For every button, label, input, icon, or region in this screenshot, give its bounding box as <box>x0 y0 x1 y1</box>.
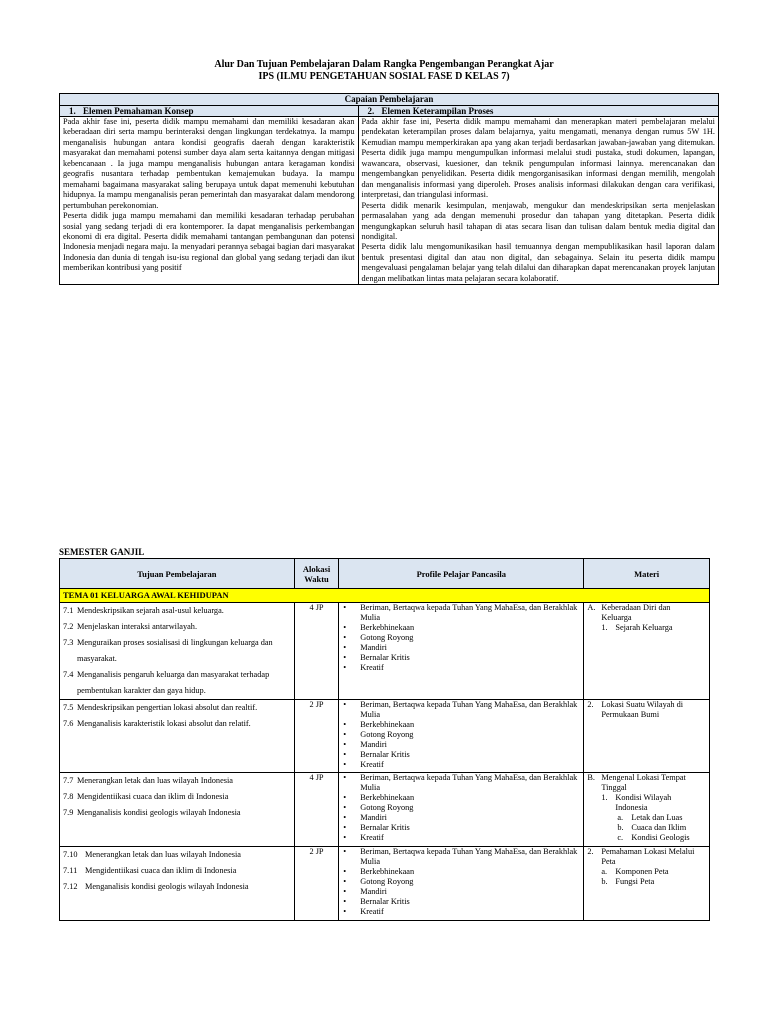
keterampilan-proses-paragraph: Peserta didik menarik kesimpulan, menjawab, mengukur dan mendeskripsikan serta menjelaskan permasalahan yang ada dengan memenuhi prosedur dan tahapan yang ditetapkan. Peserta didik mengungkapkan seluruh hasil tahapan di atas secara lisan dan tulisan dalam bentuk media digital dan nondigital. <box>361 200 715 241</box>
materi-item: Keluarga <box>601 613 632 622</box>
profil-item: • Berkebhinekaan <box>343 867 415 876</box>
capaian-col1-body <box>60 117 359 285</box>
bullet-icon: • <box>343 603 347 612</box>
tujuan-item: 7.2 Menjelaskan interaksi antarwilayah. <box>63 622 198 631</box>
bullet-icon: • <box>343 663 347 672</box>
pemahaman-konsep-paragraph: Peserta didik juga mampu memahami dan memiliki kesadaran terhadap perubahan sosial yang sedang terjadi di era kontemporer. Ia dapat menganalisis perkembangan ekonomi di era digital. Peserta didik memahami tantangan pembangunan dan potensi Indonesia menjadi negara maju. Ia menyadari perannya sebagai bagian dari masyarakat Indonesia dan dunia di tengah isu-isu regional dan global yang sedang terjadi dan ikut memberikan kontribusi yang positif <box>63 211 355 273</box>
tujuan-item: 7.11 Mengidentiikasi cuaca dan iklim di Indonesia <box>63 866 237 875</box>
materi-item: a. Letak dan Luas <box>617 813 683 822</box>
materi-item: 2. Pemahaman Lokasi Melalui <box>587 847 695 856</box>
tujuan-cell <box>60 700 295 773</box>
capaian-table <box>59 93 719 285</box>
profil-item: • Beriman, Bertaqwa kepada Tuhan Yang MahaEsa, dan Berakhlak Mulia <box>343 847 578 866</box>
alokasi-cell: 4 JP <box>294 603 338 700</box>
profil-cell <box>339 603 584 700</box>
profil-item: • Gotong Royong <box>343 877 414 886</box>
bullet-icon: • <box>343 907 347 916</box>
tujuan-item: 7.6 Menganalisis karakteristik lokasi absolut dan relatif. <box>63 719 251 728</box>
tujuan-item: 7.9 Menganalisis kondisi geologis wilayah Indonesia <box>63 808 241 817</box>
th-materi: Materi <box>584 559 710 589</box>
materi-item: b. Cuaca dan Iklim <box>617 823 687 832</box>
profil-item: • Bernalar Kritis <box>343 750 410 759</box>
profil-item: • Beriman, Bertaqwa kepada Tuhan Yang MahaEsa, dan Berakhlak Mulia <box>343 700 578 719</box>
tujuan-item: 7.7 Menerangkan letak dan luas wilayah Indonesia <box>63 776 233 785</box>
materi-item: 2. Lokasi Suatu Wilayah di <box>587 700 684 709</box>
materi-item: Tinggal <box>601 783 627 792</box>
bullet-icon: • <box>343 813 347 822</box>
materi-cell <box>584 847 710 921</box>
bullet-icon: • <box>343 740 347 749</box>
profil-item: • Berkebhinekaan <box>343 720 415 729</box>
bullet-icon: • <box>343 623 347 632</box>
alokasi-cell: 2 JP <box>294 847 338 921</box>
bullet-icon: • <box>343 803 347 812</box>
materi-item: A. Keberadaan Diri dan <box>587 603 671 612</box>
tujuan-cell <box>60 773 295 847</box>
bullet-icon: • <box>343 877 347 886</box>
bullet-icon: • <box>343 750 347 759</box>
profil-item: • Kreatif <box>343 907 384 916</box>
profil-item: • Gotong Royong <box>343 730 414 739</box>
table-row <box>60 603 710 700</box>
materi-item: 1. Sejarah Keluarga <box>601 623 673 632</box>
bullet-icon: • <box>343 760 347 769</box>
profil-item: • Bernalar Kritis <box>343 823 410 832</box>
semester-label: SEMESTER GANJIL <box>59 547 145 557</box>
alokasi-cell: 2 JP <box>294 700 338 773</box>
materi-item: Peta <box>601 857 616 866</box>
bullet-icon: • <box>343 833 347 842</box>
tujuan-item: 7.4 Menganalisis pengaruh keluarga dan masyarakat terhadap <box>63 670 270 679</box>
materi-cell <box>584 700 710 773</box>
tema-row: TEMA 01 KELUARGA AWAL KEHIDUPAN <box>60 589 710 603</box>
materi-item: B. Mengenal Lokasi Tempat <box>587 773 686 782</box>
materi-item: Permukaan Bumi <box>601 710 660 719</box>
tujuan-item: 7.10 Menerangkan letak dan luas wilayah Indonesia <box>63 850 241 859</box>
profil-item: • Berkebhinekaan <box>343 623 415 632</box>
tujuan-item: 7.5 Mendeskripsikan pengertian lokasi absolut dan realtif. <box>63 703 258 712</box>
materi-item: b. Fungsi Peta <box>601 877 655 886</box>
document-title: Alur Dan Tujuan Pembelajaran Dalam Rangka Pengembangan Perangkat Ajar <box>214 59 554 70</box>
bullet-icon: • <box>343 823 347 832</box>
profil-item: • Kreatif <box>343 663 384 672</box>
profil-item: • Mandiri <box>343 887 387 896</box>
tujuan-item: 7.8 Mengidentiikasi cuaca dan iklim di Indonesia <box>63 792 229 801</box>
bullet-icon: • <box>343 773 347 782</box>
materi-item: a. Komponen Peta <box>601 867 669 876</box>
th-alokasi: Alokasi Waktu <box>294 559 338 589</box>
profil-cell <box>339 773 584 847</box>
profil-item: • Berkebhinekaan <box>343 793 415 802</box>
keterampilan-proses-paragraph: Peserta didik lalu mengomunikasikan hasil temuannya dengan mempublikasikan hasil laporan dalam bentuk presentasi digital dan atau non digital, dan sebagainya. Selain itu peserta didik mampu mengevaluasi pengalaman belajar yang telah dilalui dan diharapkan dapat merencanakan proyek lanjutan dengan melibatkan lintas mata pelajaran secara kolaboratif. <box>361 242 715 283</box>
materi-item: c. Kondisi Geologis <box>617 833 690 842</box>
keterampilan-proses-paragraph: Pada akhir fase ini, Peserta didik mampu memahami dan menerapkan materi pembelajaran melalui pendekatan keterampilan proses dalam belajarnya, yaitu mengamati, menanya dengan rumus 5W 1H. Kemudian mampu memperkirakan apa yang akan terjadi berdasarkan jawaban-jawaban yang ditemukan. Peserta didik juga mampu mengumpulkan informasi melalui studi pustaka, studi dokumen, lapangan, wawancara, observasi, kuesioner, dan teknik pengumpulan informasi lainnya. merencanakan dan mengembangkan penyelidikan. Peserta didik mengorganisasikan informasi dengan memilih, mengolah dan menganalisis informasi yang diperoleh. Proses analisis informasi dilakukan dengan cara verifikasi, interpretasi, dan triangulasi informasi. <box>361 117 715 200</box>
profil-item: • Mandiri <box>343 643 387 652</box>
profil-item: • Gotong Royong <box>343 803 414 812</box>
tujuan-cell <box>60 603 295 700</box>
bullet-icon: • <box>343 643 347 652</box>
bullet-icon: • <box>343 847 347 856</box>
bullet-icon: • <box>343 653 347 662</box>
tujuan-pembelajaran-table <box>59 558 710 921</box>
tujuan-cell <box>60 847 295 921</box>
bullet-icon: • <box>343 720 347 729</box>
tujuan-item: masyarakat. <box>77 654 117 663</box>
capaian-col1-header: 1. Elemen Pemahaman Konsep <box>60 106 359 117</box>
profil-item: • Beriman, Bertaqwa kepada Tuhan Yang MahaEsa, dan Berakhlak Mulia <box>343 603 578 622</box>
profil-item: • Gotong Royong <box>343 633 414 642</box>
profil-item: • Mandiri <box>343 740 387 749</box>
bullet-icon: • <box>343 633 347 642</box>
th-tujuan: Tujuan Pembelajaran <box>60 559 295 589</box>
th-profil: Profile Pelajar Pancasila <box>339 559 584 589</box>
materi-cell <box>584 603 710 700</box>
bullet-icon: • <box>343 793 347 802</box>
capaian-col2-body <box>358 117 718 285</box>
alokasi-cell: 4 JP <box>294 773 338 847</box>
profil-cell <box>339 700 584 773</box>
table-row <box>60 773 710 847</box>
capaian-header: Capaian Pembelajaran <box>60 94 719 106</box>
profil-item: • Bernalar Kritis <box>343 897 410 906</box>
profil-cell <box>339 847 584 921</box>
capaian-col2-header: 2. Elemen Keterampilan Proses <box>358 106 718 117</box>
materi-item: Indonesia <box>615 803 648 812</box>
profil-item: • Kreatif <box>343 833 384 842</box>
bullet-icon: • <box>343 730 347 739</box>
table-row <box>60 700 710 773</box>
profil-item: • Beriman, Bertaqwa kepada Tuhan Yang MahaEsa, dan Berakhlak Mulia <box>343 773 578 792</box>
tujuan-item: 7.3 Menguraikan proses sosialisasi di lingkungan keluarga dan <box>63 638 273 647</box>
profil-item: • Kreatif <box>343 760 384 769</box>
profil-item: • Mandiri <box>343 813 387 822</box>
table-row <box>60 847 710 921</box>
bullet-icon: • <box>343 897 347 906</box>
bullet-icon: • <box>343 867 347 876</box>
tujuan-item: 7.12 Menganalisis kondisi geologis wilayah Indonesia <box>63 882 249 891</box>
tujuan-item: pembentukan karakter dan gaya hidup. <box>77 686 206 695</box>
materi-item: 1. Kondisi Wilayah <box>601 793 672 802</box>
document-subtitle: IPS (ILMU PENGETAHUAN SOSIAL FASE D KELAS 7) <box>258 71 510 82</box>
tujuan-item: 7.1 Mendeskripsikan sejarah asal-usul keluarga. <box>63 606 224 615</box>
profil-item: • Bernalar Kritis <box>343 653 410 662</box>
bullet-icon: • <box>343 887 347 896</box>
materi-cell <box>584 773 710 847</box>
bullet-icon: • <box>343 700 347 709</box>
pemahaman-konsep-paragraph: Pada akhir fase ini, peserta didik mampu memahami dan memiliki kesadaran akan keberadaan diri serta mampu berinteraksi dengan lingkungan terdekatnya. Ia mampu menganalisis hubungan antara kondisi geografis daerah dengan karakteristik masyarakat dan memahami potensi sumber daya alam serta kaitannya dengan mitigasi kebencanaan . Ia juga mampu menganalisis hubungan antara keragaman kondisi geografis nusantara terhadap pembentukan kemajemukan budaya. Ia mampu memahami bagaimana masyarakat saling berupaya untuk dapat memenuhi kebutuhan hidupnya. Ia mampu menganalisis peran pemerintah dan masyarakat dalam mendorong pertumbuhan perekonomian. <box>63 117 355 210</box>
